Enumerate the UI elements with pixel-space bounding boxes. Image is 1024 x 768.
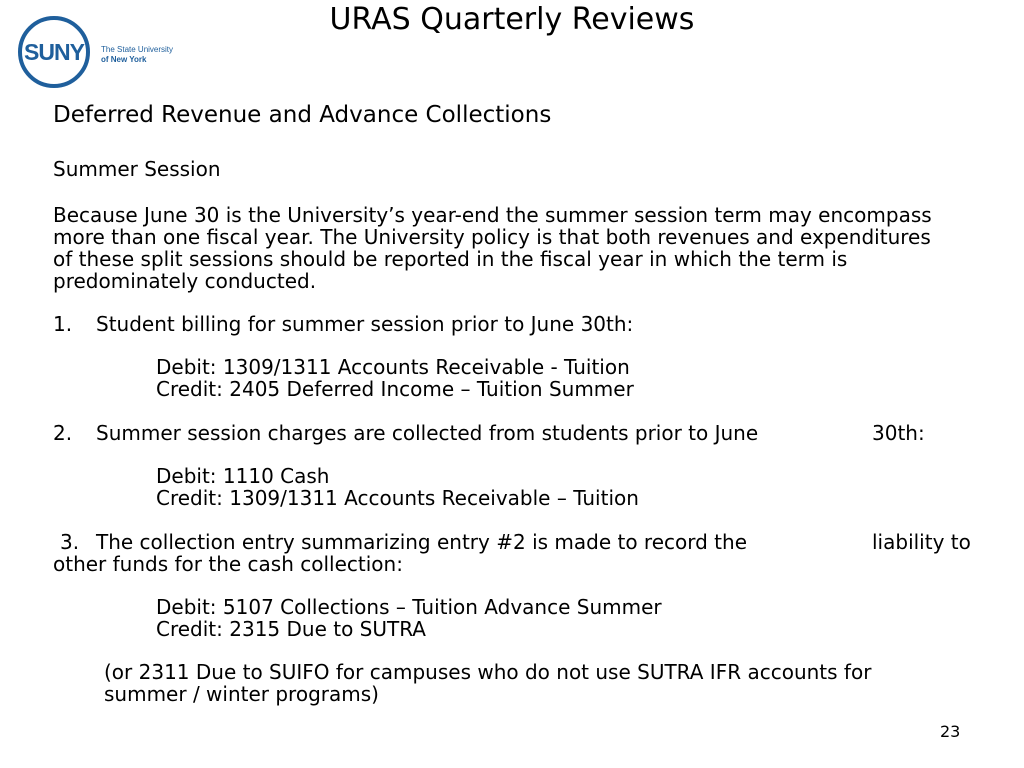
step-2-number: 2.	[53, 421, 73, 445]
intro-line-3: of these split sessions should be reported in the fiscal year in which the term is	[53, 247, 848, 271]
step-3-text-tail: liability to	[872, 530, 971, 554]
page-number: 23	[940, 722, 961, 741]
intro-line-2: more than one fiscal year. The University policy is that both revenues and expenditures	[53, 225, 931, 249]
step-1-debit: Debit: 1309/1311 Accounts Receivable - Tuition	[156, 355, 630, 379]
note-line-2: summer / winter programs)	[104, 682, 379, 706]
step-3-text-line-2: other funds for the cash collection:	[53, 552, 403, 576]
intro-line-4: predominately conducted.	[53, 269, 317, 293]
logo-line-1: The State University	[101, 45, 174, 54]
step-3-credit: Credit: 2315 Due to SUTRA	[156, 617, 426, 641]
intro-line-1: Because June 30 is the University’s year-end the summer session term may encompass	[53, 203, 932, 227]
logo-wordmark	[101, 45, 191, 65]
note-line-1: (or 2311 Due to SUIFO for campuses who do not use SUTRA IFR accounts for	[104, 660, 872, 684]
step-1-credit: Credit: 2405 Deferred Income – Tuition Summer	[156, 377, 634, 401]
logo-line-2: of New York	[101, 55, 147, 64]
step-3-number: 3.	[60, 530, 80, 554]
logo-mark-su: SU	[24, 38, 54, 65]
step-2-debit: Debit: 1110 Cash	[156, 464, 330, 488]
section-heading: Summer Session	[53, 157, 221, 181]
step-2-text-tail: 30th:	[872, 421, 925, 445]
slide-title: URAS Quarterly Reviews	[329, 2, 695, 37]
logo-mark-ny: NY	[54, 38, 84, 65]
slide-subtitle: Deferred Revenue and Advance Collections	[53, 102, 552, 128]
step-2-credit: Credit: 1309/1311 Accounts Receivable – Tuition	[156, 486, 639, 510]
step-1-text: Student billing for summer session prior to June 30th:	[96, 312, 634, 336]
step-3-debit: Debit: 5107 Collections – Tuition Advance Summer	[156, 595, 662, 619]
step-3-text: The collection entry summarizing entry #2 is made to record the	[96, 530, 747, 554]
step-1-number: 1.	[53, 312, 73, 336]
step-2-text: Summer session charges are collected from students prior to June	[96, 421, 759, 445]
